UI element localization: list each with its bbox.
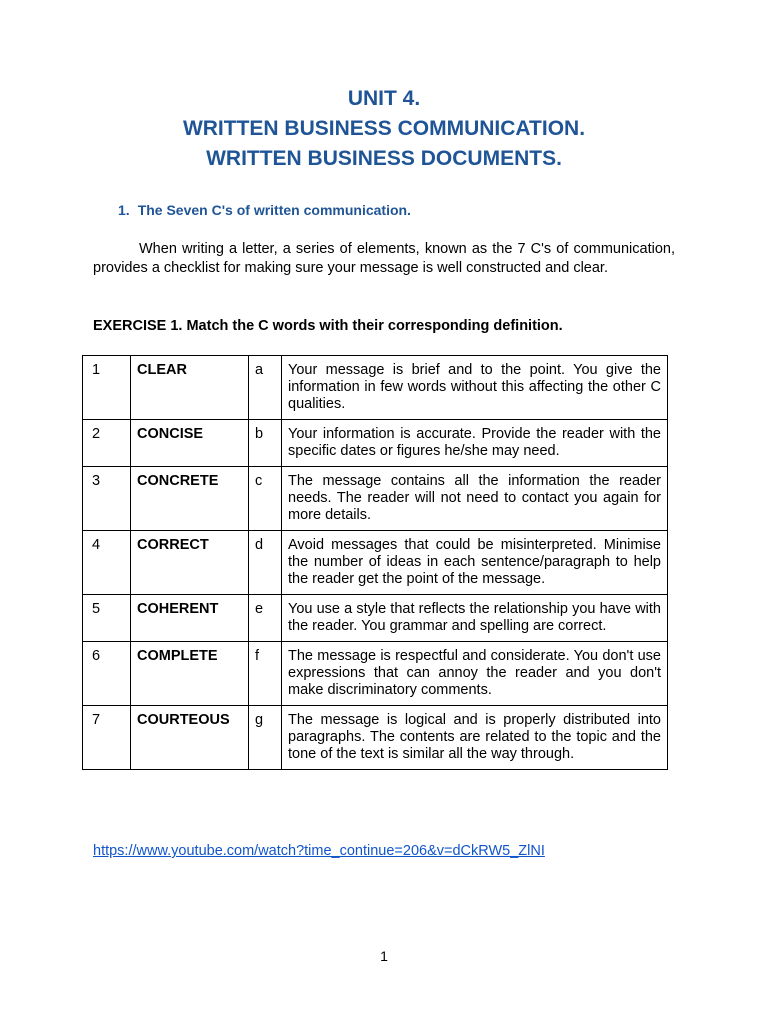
- definition-letter: b: [249, 420, 282, 467]
- c-word: CORRECT: [131, 531, 249, 595]
- row-number: 1: [83, 356, 131, 420]
- section-heading: [118, 202, 411, 218]
- definition-letter: g: [249, 706, 282, 770]
- definition-text: The message is respectful and considerate. You don't use expressions that can annoy the reader and you don't make discriminatory comments.: [282, 642, 668, 706]
- unit-subtitle-1: WRITTEN BUSINESS COMMUNICATION.: [182, 117, 586, 140]
- c-word: COURTEOUS: [131, 706, 249, 770]
- row-number: 2: [83, 420, 131, 467]
- matching-table: [82, 355, 668, 770]
- row-number: 5: [83, 595, 131, 642]
- definition-letter: f: [249, 642, 282, 706]
- c-word: CLEAR: [131, 356, 249, 420]
- row-number: 6: [83, 642, 131, 706]
- table-row: [83, 642, 668, 706]
- table-row: [83, 595, 668, 642]
- section-number: 1.: [118, 202, 130, 218]
- definition-text: The message contains all the information the reader needs. The reader will not need to contact you again for more details.: [282, 467, 668, 531]
- table-row: [83, 706, 668, 770]
- definition-text: Your information is accurate. Provide the reader with the specific dates or figures he/she may need.: [282, 420, 668, 467]
- table-row: [83, 420, 668, 467]
- table-row: [83, 356, 668, 420]
- definition-text: You use a style that reflects the relationship you have with the reader. You grammar and spelling are correct.: [282, 595, 668, 642]
- c-word: COHERENT: [131, 595, 249, 642]
- unit-title: UNIT 4.: [347, 87, 421, 110]
- row-number: 4: [83, 531, 131, 595]
- matching-table-body: [83, 356, 668, 770]
- definition-letter: c: [249, 467, 282, 531]
- page-number: 1: [380, 948, 388, 964]
- definition-text: Your message is brief and to the point. You give the information in few words without this affecting the other C qualities.: [282, 356, 668, 420]
- row-number: 7: [83, 706, 131, 770]
- table-row: [83, 467, 668, 531]
- c-word: CONCISE: [131, 420, 249, 467]
- exercise-instruction: EXERCISE 1. Match the C words with their corresponding definition.: [93, 318, 563, 334]
- section-title: The Seven C's of written communication.: [137, 202, 411, 218]
- definition-letter: a: [249, 356, 282, 420]
- definition-letter: d: [249, 531, 282, 595]
- row-number: 3: [83, 467, 131, 531]
- c-word: CONCRETE: [131, 467, 249, 531]
- unit-subtitle-2: WRITTEN BUSINESS DOCUMENTS.: [206, 147, 562, 170]
- c-word: COMPLETE: [131, 642, 249, 706]
- table-row: [83, 531, 668, 595]
- intro-paragraph: When writing a letter, a series of elements, known as the 7 C's of communication, provides a checklist for making sure your message is well constructed and clear.: [93, 241, 675, 276]
- definition-text: Avoid messages that could be misinterpreted. Minimise the number of ideas in each sentence/paragraph to help the reader get the point of the message.: [282, 531, 668, 595]
- definition-letter: e: [249, 595, 282, 642]
- unit-title-block: [0, 84, 768, 174]
- youtube-link[interactable]: https://www.youtube.com/watch?time_continue=206&v=dCkRW5_ZlNI: [93, 843, 545, 859]
- definition-text: The message is logical and is properly distributed into paragraphs. The contents are related to the topic and the tone of the text is similar all the way through.: [282, 706, 668, 770]
